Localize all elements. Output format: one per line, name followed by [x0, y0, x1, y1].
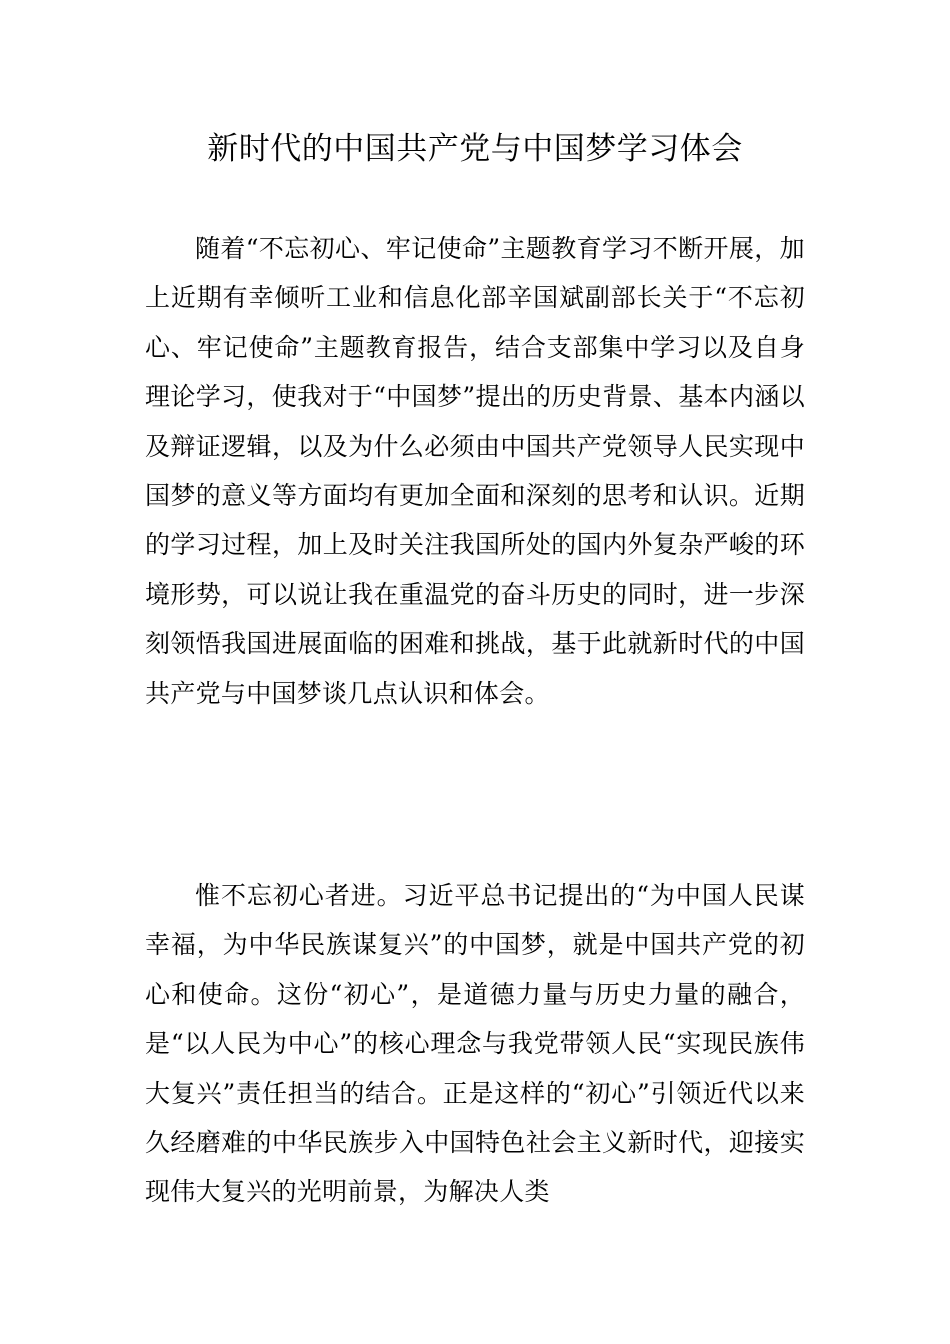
paragraph-1: 随着“不忘初心、牢记使命”主题教育学习不断开展，加上近期有幸倾听工业和信息化部辛国斌副部长关于“不忘初心、牢记使命”主题教育报告，结合支部集中学习以及自身理论学习，使我对于“中国梦”提出的历史背景、基本内涵以及辩证逻辑，以及为什么必须由中国共产党领导人民实现中国梦的意义等方面均有更加全面和深刻的思考和认识。近期的学习过程，加上及时关注我国所处的国内外复杂严峻的环境形势，可以说让我在重温党的奋斗历史的同时，进一步深刻领悟我国进展面临的困难和挑战，基于此就新时代的中国共产党与中国梦谈几点认识和体会。: [145, 234, 805, 708]
document-title: 新时代的中国共产党与中国梦学习体会: [207, 131, 743, 167]
paragraph-2: 惟不忘初心者进。习近平总书记提出的“为中国人民谋幸福，为中华民族谋复兴”的中国梦，就是中国共产党的初心和使命。这份“初心”，是道德力量与历史力量的融合，是“以人民为中心”的核心理念与我党带领人民“实现民族伟大复兴”责任担当的结合。正是这样的“初心”引领近代以来久经磨难的中华民族步入中国特色社会主义新时代，迎接实现伟大复兴的光明前景，为解决人类: [145, 881, 805, 1207]
